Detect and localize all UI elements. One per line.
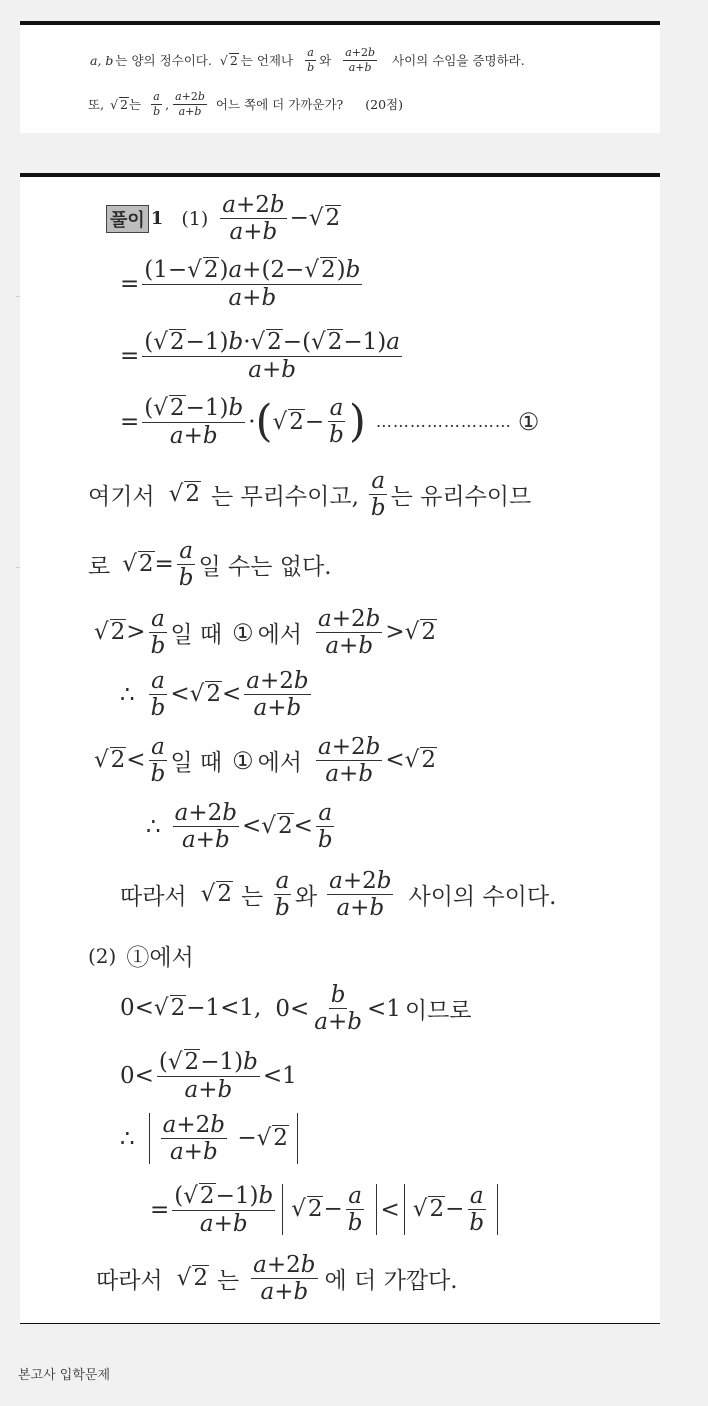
solution-line: = $\frac{(√2-1)b}{a+b}$ √2− $\frac{a}{b}$ < √2− $\frac{a}{b}$ xyxy=(150,1183,502,1236)
problem-box xyxy=(20,21,660,133)
part-1-label: (1) xyxy=(181,207,209,230)
solution-text: 사이의 수이다. xyxy=(408,884,557,911)
problem-text: 사이의 수임을 증명하라. xyxy=(392,53,525,69)
problem-text: 어느 쪽에 더 가까운가? xyxy=(215,97,344,113)
part-2-label: (2) xyxy=(88,943,117,968)
solution-line: √2> $\frac{a}{b}$ 일 때 ① 에서 $\frac{a+2b}{a+b}$ >√2 xyxy=(94,606,436,660)
solution-line: ∴ $\frac{a+2b}{a+b}$ −√2 xyxy=(120,1113,302,1164)
solution-text: 일 때 xyxy=(170,622,223,649)
problem-text: 또, xyxy=(88,97,105,113)
solution-line: 여기서 √2 는 무리수이고, $\frac{a}{b}$ 는 유리수이므 xyxy=(88,468,532,522)
solution-text: 는 xyxy=(216,1268,240,1295)
problem-line-2: 또, √ 2 는 $\frac{a}{b}$ , $\frac{a+2b}{a+b}$ 어느 쪽에 더 가까운가? (20점) xyxy=(88,90,403,118)
therefore-symbol: ∴ xyxy=(146,813,161,840)
solution-line: = $\frac{(√2-1)b}{a+b}$ · ( √2− $\frac{a}{b}$ ) …………………… ① xyxy=(120,395,540,450)
solution-line: = $\frac{(√2-1)b\cdot√2-(√2-1)a}{a+b}$ xyxy=(120,329,400,384)
problem-vars: a, b xyxy=(90,52,114,68)
solution-label-num: 1 xyxy=(150,208,164,230)
problem-text: 와 xyxy=(319,53,332,69)
solution-text: 여기서 xyxy=(88,484,155,511)
solution-text: 는 유리수이므 xyxy=(390,484,532,511)
solution-text: 일 수는 없다. xyxy=(198,554,332,581)
therefore-symbol: ∴ xyxy=(120,1125,135,1152)
solution-line: = $\frac{(1-√2)a+(2-√2)b}{a+b}$ xyxy=(120,257,361,312)
solution-text: ①에서 xyxy=(126,945,194,971)
equation-marker: ① xyxy=(232,618,254,647)
solution-line: ∴ $\frac{a+2b}{a+b}$ <√2< $\frac{a}{b}$ xyxy=(146,800,333,854)
solution-text: 따라서 xyxy=(120,884,187,911)
solution-text: 따라서 xyxy=(96,1268,163,1295)
solution-line xyxy=(88,939,194,972)
solution-box xyxy=(20,173,660,1324)
solution-text: 에서 xyxy=(257,622,303,649)
solution-text: 와 xyxy=(294,884,318,911)
dot-leader: …………………… xyxy=(375,412,512,432)
solution-line: 0<√2−1<1, 0< $\frac{b}{a+b}$ <1 이므로 xyxy=(120,982,472,1036)
solution-text: 는 xyxy=(240,884,264,911)
solution-line: 로 √2= $\frac{a}{b}$ 일 수는 없다. xyxy=(88,538,332,592)
solution-line: ∴ $\frac{a}{b}$ <√2< $\frac{a+2b}{a+b}$ xyxy=(120,668,309,722)
therefore-symbol: ∴ xyxy=(120,681,135,708)
solution-text: 일 때 xyxy=(170,750,223,777)
problem-line-1: a, b 는 양의 정수이다. √ 2 는 언제나 $\frac{a}{b}$ 와 $\frac{a+2b}{a+b}$ 사이의 수임을 증명하라. xyxy=(90,46,525,74)
solution-line: 풀이 1 (1) $\frac{a+2b}{a+b}$ −√2 xyxy=(106,193,341,244)
problem-text: 는 양의 정수이다. xyxy=(115,53,212,69)
solution-line: √2< $\frac{a}{b}$ 일 때 ① 에서 $\frac{a+2b}{a+b}$ <√2 xyxy=(94,734,436,788)
image-caption: 본고사 입학문제 xyxy=(18,1368,111,1383)
problem-text: , xyxy=(165,96,170,112)
solution-text: 로 xyxy=(88,554,111,581)
solution-line: 따라서 √2 는 $\frac{a+2b}{a+b}$ 에 더 가깝다. xyxy=(96,1252,458,1306)
equation-marker: ① xyxy=(517,407,540,436)
solution-text: 에서 xyxy=(257,750,303,777)
solution-line: 따라서 √2 는 $\frac{a}{b}$ 와 $\frac{a+2b}{a+b}$ 사이의 수이다. xyxy=(120,868,557,922)
solution-text: 에 더 가깝다. xyxy=(324,1268,458,1295)
equation-marker: ① xyxy=(232,746,254,775)
problem-text: 는 언제나 xyxy=(240,53,294,69)
problem-text: 는 xyxy=(128,97,142,113)
solution-text: 는 무리수이고, xyxy=(210,484,359,511)
solution-label: 풀이 xyxy=(106,205,149,233)
problem-points: (20점) xyxy=(365,97,403,113)
solution-text: 이므로 xyxy=(404,998,472,1025)
solution-line: 0< $\frac{(√2-1)b}{a+b}$ <1 xyxy=(120,1049,297,1104)
